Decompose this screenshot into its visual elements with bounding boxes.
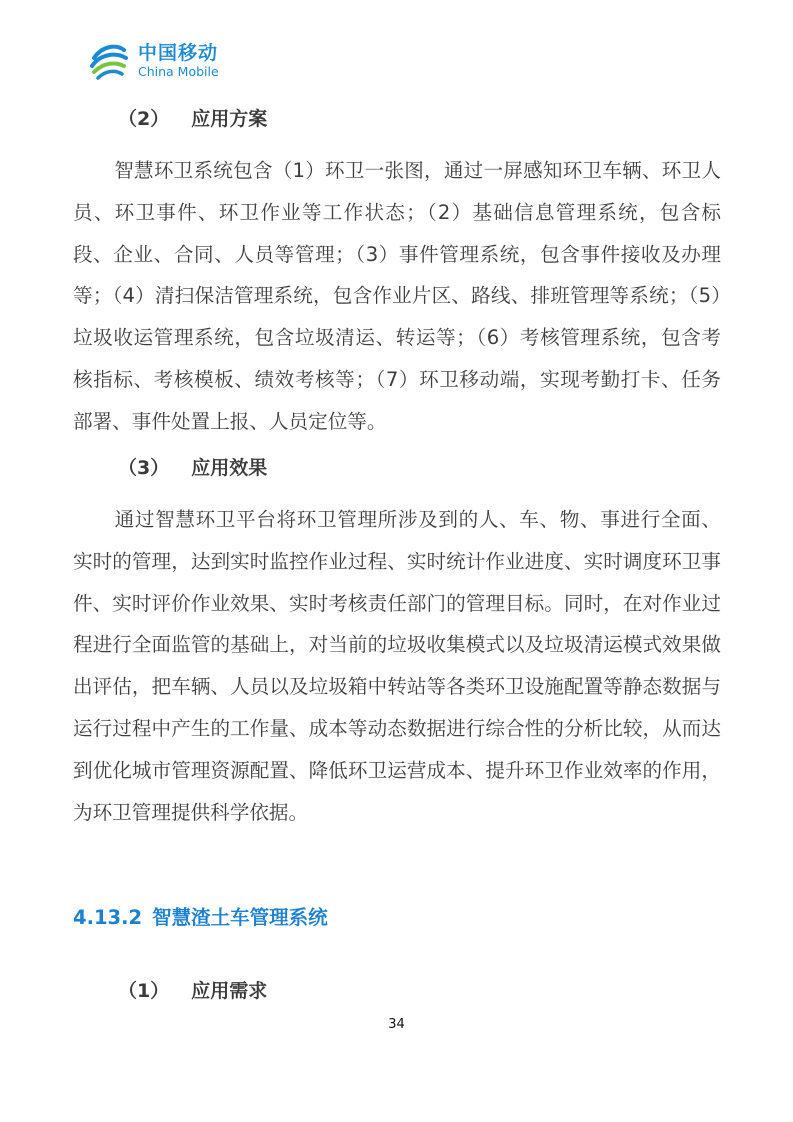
subheading-title: 应用效果 [191, 457, 268, 479]
paragraph-application-plan [73, 150, 721, 443]
paragraph-application-effect [73, 499, 721, 833]
paragraph-text: 智慧环卫系统包含（1）环卫一张图，通过一屏感知环卫车辆、环卫人员、环卫事件、环卫作业等工作状态；（2）基础信息管理系统，包含标段、企业、合同、人员等管理；（3）事件管理系统，包含事件接收及办理等；（4）清扫保洁管理系统，包含作业片区、路线、排班管理等系统；（5）垃圾收运管理系统，包含垃圾清运、转运等；（6）考核管理系统，包含考核指标、考核模板、绩效考核等；（7）环卫移动端，实现考勤打卡、任务部署、事件处置上报、人员定位等。 [73, 159, 721, 433]
logo-english-name: China Mobile [138, 63, 219, 79]
subheading-application-requirement [118, 976, 267, 1003]
china-mobile-logo-icon [86, 38, 132, 84]
subheading-application-effect [118, 453, 267, 480]
section-title: 智慧渣土车管理系统 [152, 906, 328, 929]
subheading-application-plan [118, 104, 267, 131]
subheading-number: （2） [118, 108, 170, 130]
paragraph-text: 通过智慧环卫平台将环卫管理所涉及到的人、车、物、事进行全面、实时的管理，达到实时监控作业过程、实时统计作业进度、实时调度环卫事件、实时评价作业效果、实时考核责任部门的管理目标。同时，在对作业过程进行全面监管的基础上，对当前的垃圾收集模式以及垃圾清运模式效果做出评估，把车辆、人员以及垃圾箱中转站等各类环卫设施配置等静态数据与运行过程中产生的工作量、成本等动态数据进行综合性的分析比较，从而达到优化城市管理资源配置、降低环卫运营成本、提升环卫作业效率的作用，为环卫管理提供科学依据。 [73, 508, 721, 824]
section-number: 4.13.2 [73, 906, 143, 929]
china-mobile-logo [86, 38, 219, 84]
section-heading [73, 902, 328, 930]
subheading-number: （1） [118, 980, 170, 1002]
page-number: 34 [388, 1017, 405, 1032]
subheading-number: （3） [118, 457, 170, 479]
logo-chinese-name: 中国移动 [138, 41, 219, 64]
subheading-title: 应用方案 [191, 108, 268, 130]
subheading-title: 应用需求 [191, 980, 268, 1002]
